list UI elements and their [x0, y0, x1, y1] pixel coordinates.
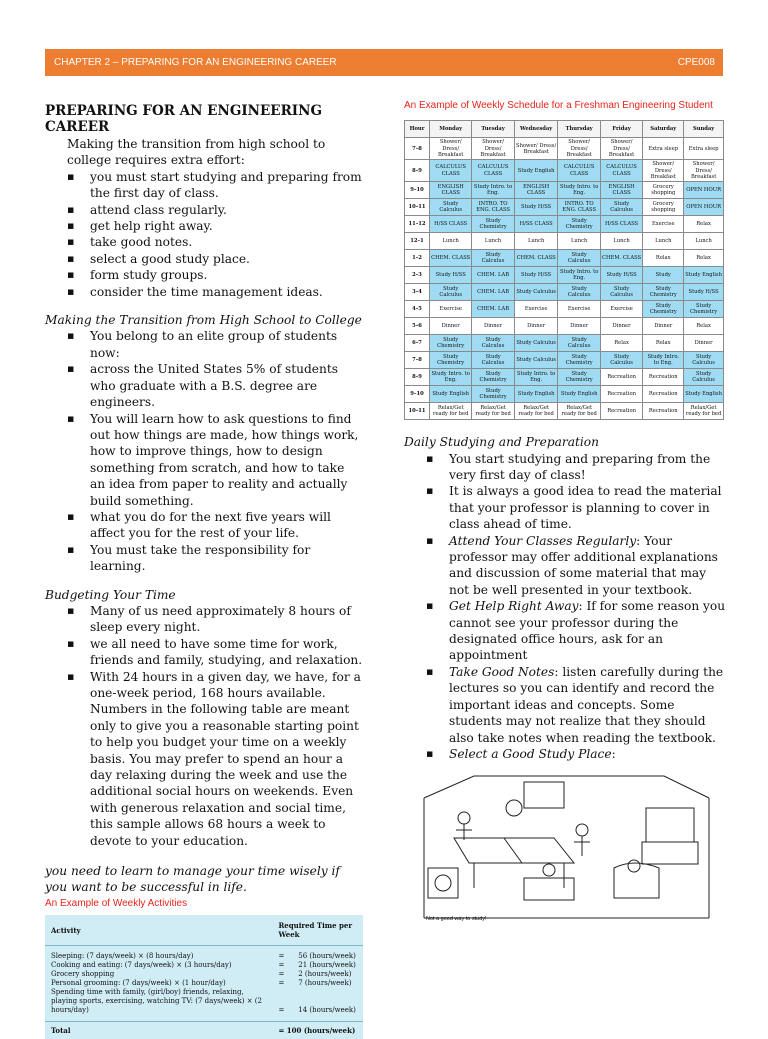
page-header [45, 49, 723, 76]
schedule-cell: Extra sleep [684, 138, 724, 160]
schedule-cell: Study English [514, 160, 558, 182]
table-cell: 56 (hours/week) [298, 952, 356, 961]
schedule-column-header: Sunday [684, 121, 724, 138]
schedule-cell: Dinner [558, 318, 600, 335]
schedule-cell: Recreation [600, 386, 642, 403]
list-item: ▪ across the United States 5% of students who graduate with a B.S. degree are engineers. [90, 361, 363, 410]
schedule-row [405, 318, 724, 335]
table-cell: Spending time with family, (girl/boy) friends, relaxing, playing sports, exercising, watching TV: (7 days/week) × (2 hours/day) [51, 988, 262, 1015]
schedule-row [405, 160, 724, 182]
list-item [449, 746, 726, 762]
schedule-cell: Lunch [600, 233, 642, 250]
list-item: ▪ what you do for the next five years will affect you for the rest of your life. [90, 509, 363, 542]
activities-table [45, 915, 363, 1039]
schedule-column-header: Hour [405, 121, 430, 138]
subheading-transition: Making the Transition from High School to College [45, 313, 362, 328]
schedule-hour-cell: 9–10 [405, 386, 430, 403]
schedule-cell: Study H/SS [430, 267, 472, 284]
schedule-cell: Study Calculus [600, 352, 642, 369]
schedule-cell: OPEN HOUR [684, 182, 724, 199]
schedule-cell: Study Intro. to Eng. [472, 182, 514, 199]
schedule-cell: Study English [558, 386, 600, 403]
schedule-cell: Study Calculus [600, 199, 642, 216]
table-cell: Personal grooming: (7 days/week) × (1 hour/day) [51, 979, 226, 988]
schedule-row [405, 138, 724, 160]
list-item [449, 533, 726, 599]
schedule-column-header: Wednesday [514, 121, 558, 138]
list-item: ▪ With 24 hours in a given day, we have, for a one-week period, 168 hours available. Numbers in the following table are meant only to give you a reasonable starting point to help you budget your time on a weekly basis. You may prefer to spend an hour a day relaxing during the week and use the additional social hours on weekends. Even with generous relaxation and social time, this sample allows 68 hours a week to devote to your education. [90, 669, 363, 849]
transition-list [45, 328, 363, 574]
schedule-cell: Study Intro. to Eng. [514, 369, 558, 386]
table-cell: 21 (hours/week) [298, 961, 356, 970]
schedule-cell: Recreation [600, 403, 642, 420]
table-cell: 2 (hours/week) [298, 970, 352, 979]
schedule-cell: CALCULUS CLASS [472, 160, 514, 182]
schedule-hour-cell: 2–3 [405, 267, 430, 284]
schedule-cell: CHEM. LAB [472, 284, 514, 301]
schedule-row [405, 352, 724, 369]
schedule-hour-cell: 1–2 [405, 250, 430, 267]
course-code: CPE008 [677, 57, 715, 68]
schedule-hour-cell: 10–11 [405, 199, 430, 216]
list-item [449, 451, 726, 484]
chapter-title: CHAPTER 2 – PREPARING FOR AN ENGINEERING CAREER [54, 57, 337, 68]
table-row [45, 979, 363, 988]
schedule-column-header: Tuesday [472, 121, 514, 138]
schedule-row [405, 335, 724, 352]
list-item-lead: Take Good Notes [449, 664, 555, 679]
list-item-lead: Select a Good Study Place [449, 746, 612, 761]
schedule-cell: Shower/ Dress/ Breakfast [430, 138, 472, 160]
activities-caption: An Example of Weekly Activities [45, 897, 188, 909]
schedule-column-header: Monday [430, 121, 472, 138]
list-item: ▪ select a good study place. [90, 251, 363, 267]
schedule-cell: Study Calculus [558, 250, 600, 267]
schedule-cell: Relax [684, 216, 724, 233]
subheading-daily: Daily Studying and Preparation [404, 435, 599, 450]
list-item: ▪ You will learn how to ask questions to find out how things are made, how things work, how to improve things, how to design something from scratch, and how to take an idea from paper to reality and actually build something. [90, 411, 363, 509]
schedule-column-header: Saturday [643, 121, 684, 138]
schedule-cell: Relax/Get ready for bed [430, 403, 472, 420]
table-cell: Total [45, 1022, 272, 1039]
schedule-cell: Relax/Get ready for bed [472, 403, 514, 420]
schedule-cell: Study English [514, 386, 558, 403]
schedule-hour-cell: 4–5 [405, 301, 430, 318]
left-column [45, 103, 363, 1039]
schedule-column-header: Friday [600, 121, 642, 138]
table-cell: = [278, 961, 285, 970]
schedule-cell: Study H/SS [600, 267, 642, 284]
schedule-row [405, 369, 724, 386]
schedule-cell: Study Intro. to Eng. [558, 267, 600, 284]
schedule-row [405, 199, 724, 216]
list-item: ▪ attend class regularly. [90, 202, 363, 218]
schedule-cell: Study English [684, 386, 724, 403]
table-total-row [45, 1022, 363, 1039]
schedule-column-header: Thursday [558, 121, 600, 138]
list-item-text: : [611, 746, 616, 761]
schedule-cell: CALCULUS CLASS [558, 160, 600, 182]
list-item: ▪ we all need to have some time for work, friends and family, studying, and relaxation. [90, 636, 363, 669]
schedule-row [405, 301, 724, 318]
schedule-cell: CHEM. CLASS [430, 250, 472, 267]
schedule-caption: An Example of Weekly Schedule for a Freshman Engineering Student [404, 100, 713, 111]
list-item: ▪ take good notes. [90, 234, 363, 250]
list-item-text: : listen carefully during the lectures so you can identify and record the important ideas and concepts. Some students may not realize that they should also take notes when reading the textbook. [449, 664, 724, 745]
schedule-cell: Study Chemistry [430, 335, 472, 352]
schedule-hour-cell: 12–1 [405, 233, 430, 250]
schedule-cell: Shower/ Dress/ Breakfast [472, 138, 514, 160]
schedule-cell: Study H/SS [514, 267, 558, 284]
schedule-cell: Extra sleep [643, 138, 684, 160]
schedule-cell: Recreation [643, 386, 684, 403]
schedule-cell: Exercise [643, 216, 684, 233]
list-item-text: It is always a good idea to read the material that your professor is planning to cover in class ahead of time. [449, 484, 722, 532]
schedule-cell: Relax [600, 335, 642, 352]
schedule-cell: Study Calculus [684, 352, 724, 369]
schedule-cell: Shower/ Dress/ Breakfast [643, 160, 684, 182]
schedule-hour-cell: 7–8 [405, 138, 430, 160]
schedule-cell: CHEM. CLASS [600, 250, 642, 267]
schedule-cell: Study Chemistry [430, 352, 472, 369]
schedule-cell: OPEN HOUR [684, 199, 724, 216]
intro-text: Making the transition from high school to college requires extra effort: [67, 137, 326, 168]
schedule-cell: Recreation [643, 369, 684, 386]
schedule-cell: Dinner [600, 318, 642, 335]
schedule-cell: Study Calculus [558, 335, 600, 352]
schedule-cell: Study Calculus [472, 250, 514, 267]
schedule-row [405, 216, 724, 233]
list-item: ▪ You must take the responsibility for learning. [90, 542, 363, 575]
schedule-cell: Relax [684, 250, 724, 267]
study-place-illustration [414, 768, 714, 928]
schedule-cell: Lunch [558, 233, 600, 250]
schedule-cell: Study Chemistry [558, 369, 600, 386]
schedule-cell: Study Chemistry [684, 301, 724, 318]
schedule-cell: Study Calculus [430, 199, 472, 216]
intro-list [45, 169, 363, 300]
schedule-row [405, 403, 724, 420]
schedule-cell: Relax/Get ready for bed [558, 403, 600, 420]
schedule-cell: CHEM. CLASS [514, 250, 558, 267]
table-row [45, 988, 363, 1022]
schedule-cell: Study Intro. to Eng. [430, 369, 472, 386]
schedule-cell: Recreation [600, 369, 642, 386]
schedule-cell: Study Calculus [600, 284, 642, 301]
schedule-row [405, 250, 724, 267]
schedule-cell: Shower/ Dress/ Breakfast [558, 138, 600, 160]
schedule-cell: Relax [684, 318, 724, 335]
list-item [449, 598, 726, 664]
list-item-text: You start studying and preparing from the very first day of class! [449, 451, 711, 482]
schedule-body [405, 138, 724, 420]
schedule-cell: Grocery shopping [643, 199, 684, 216]
schedule-cell: Shower/ Dress/ Breakfast [514, 138, 558, 160]
schedule-hour-cell: 9–10 [405, 182, 430, 199]
schedule-hour-cell: 6–7 [405, 335, 430, 352]
table-cell: 7 (hours/week) [298, 979, 352, 988]
schedule-cell: CALCULUS CLASS [600, 160, 642, 182]
table-cell: Cooking and eating: (7 days/week) × (3 hours/day) [51, 961, 232, 970]
schedule-hour-cell: 8–9 [405, 160, 430, 182]
schedule-cell: Study H/SS [684, 284, 724, 301]
schedule-cell: Dinner [643, 318, 684, 335]
table-cell: = [278, 979, 285, 988]
schedule-hour-cell: 3–4 [405, 284, 430, 301]
schedule-cell: Relax [643, 250, 684, 267]
schedule-cell: Lunch [472, 233, 514, 250]
schedule-cell: Study Calculus [558, 284, 600, 301]
list-item: ▪ form study groups. [90, 267, 363, 283]
schedule-row [405, 284, 724, 301]
list-item-lead: Get Help Right Away [449, 599, 579, 614]
schedule-cell: Study Chemistry [558, 216, 600, 233]
column-header: Activity [45, 915, 272, 946]
schedule-cell: H/SS CLASS [600, 216, 642, 233]
schedule-cell: Lunch [430, 233, 472, 250]
schedule-cell: Study Intro. to Eng. [558, 182, 600, 199]
schedule-cell: H/SS CLASS [430, 216, 472, 233]
table-row [45, 946, 363, 962]
schedule-row [405, 386, 724, 403]
schedule-hour-cell: 10–11 [405, 403, 430, 420]
table-cell: Grocery shopping [51, 970, 115, 979]
schedule-cell: ENGLISH CLASS [514, 182, 558, 199]
schedule-cell: Study Chemistry [643, 301, 684, 318]
table-cell: = 100 (hours/week) [272, 1022, 363, 1039]
schedule-cell: Study [643, 267, 684, 284]
list-item: ▪ get help right away. [90, 218, 363, 234]
schedule-cell: Dinner [472, 318, 514, 335]
schedule-cell: Lunch [684, 233, 724, 250]
section-title: PREPARING FOR AN ENGINEERING CAREER [45, 103, 322, 135]
schedule-cell: Dinner [514, 318, 558, 335]
schedule-cell: Relax/Get ready for bed [514, 403, 558, 420]
right-column [404, 98, 726, 928]
schedule-cell: H/SS CLASS [514, 216, 558, 233]
schedule-row [405, 182, 724, 199]
schedule-cell: Recreation [643, 403, 684, 420]
schedule-cell: Study Calculus [514, 352, 558, 369]
list-item [449, 483, 726, 532]
schedule-cell: INTRO. TO ENG. CLASS [472, 199, 514, 216]
schedule-hour-cell: 11–12 [405, 216, 430, 233]
list-item: ▪ you must start studying and preparing from the first day of class. [90, 169, 363, 202]
schedule-row [405, 267, 724, 284]
schedule-cell: Study English [684, 267, 724, 284]
subheading-budget: Budgeting Your Time [45, 587, 176, 602]
schedule-cell: INTRO. TO ENG. CLASS [558, 199, 600, 216]
cartoon-room-image [414, 768, 714, 928]
schedule-cell: CALCULUS CLASS [430, 160, 472, 182]
schedule-cell: Study English [430, 386, 472, 403]
schedule-cell: Study Calculus [514, 284, 558, 301]
list-item-text: : Your professor may offer additional explanations and discussion of some material that may not be well presented in your textbook. [449, 533, 718, 597]
schedule-cell: Lunch [514, 233, 558, 250]
budget-list [45, 603, 363, 849]
list-item-lead: Attend Your Classes Regularly [449, 533, 637, 548]
table-cell: = [278, 970, 285, 979]
table-cell: = [278, 1006, 285, 1015]
schedule-cell: Relax [643, 335, 684, 352]
schedule-hour-cell: 5–6 [405, 318, 430, 335]
schedule-cell: Study H/SS [514, 199, 558, 216]
schedule-cell: CHEM. LAB [472, 301, 514, 318]
schedule-cell: Shower/ Dress/ Breakfast [684, 160, 724, 182]
schedule-cell: Study Chemistry [472, 216, 514, 233]
schedule-cell: Study Calculus [430, 284, 472, 301]
schedule-cell: Dinner [430, 318, 472, 335]
table-cell: 14 (hours/week) [298, 1006, 356, 1015]
schedule-cell: Relax/Get ready for bed [684, 403, 724, 420]
schedule-cell: Grocery shopping [643, 182, 684, 199]
schedule-hour-cell: 8–9 [405, 369, 430, 386]
schedule-cell: Study Intro. to Eng. [643, 352, 684, 369]
schedule-cell: Study Calculus [472, 352, 514, 369]
schedule-cell: Study Chemistry [472, 386, 514, 403]
figure-caption: Not a good way to study! [426, 916, 487, 923]
table-cell: Sleeping: (7 days/week) × (8 hours/day) [51, 952, 194, 961]
list-item: ▪ You belong to an elite group of students now: [90, 328, 363, 361]
table-cell: = [278, 952, 285, 961]
schedule-cell: ENGLISH CLASS [430, 182, 472, 199]
schedule-cell: Study Chemistry [472, 369, 514, 386]
daily-list [404, 451, 726, 763]
schedule-cell: ENGLISH CLASS [600, 182, 642, 199]
schedule-cell: Shower/ Dress/ Breakfast [600, 138, 642, 160]
schedule-cell: CHEM. LAB [472, 267, 514, 284]
schedule-cell: Study Chemistry [643, 284, 684, 301]
schedule-cell: Study Calculus [684, 369, 724, 386]
list-item [449, 664, 726, 746]
column-header: Required Time per Week [272, 915, 363, 946]
schedule-cell: Study Calculus [514, 335, 558, 352]
table-row [45, 961, 363, 970]
closing-note: you need to learn to manage your time wisely if you want to be successful in life. [45, 864, 340, 895]
list-item: ▪ consider the time management ideas. [90, 284, 363, 300]
list-item-text: : If for some reason you cannot see your professor during the designated office hours, ask for an appointment [449, 599, 726, 663]
table-row [45, 970, 363, 979]
schedule-cell: Exercise [514, 301, 558, 318]
schedule-header-row [405, 121, 724, 138]
schedule-table [404, 120, 724, 420]
schedule-row [405, 233, 724, 250]
schedule-cell: Dinner [684, 335, 724, 352]
schedule-hour-cell: 7–8 [405, 352, 430, 369]
schedule-cell: Lunch [643, 233, 684, 250]
schedule-cell: Exercise [558, 301, 600, 318]
schedule-cell: Study Chemistry [558, 352, 600, 369]
schedule-cell: Exercise [430, 301, 472, 318]
schedule-cell: Exercise [600, 301, 642, 318]
schedule-cell: Study Calculus [472, 335, 514, 352]
list-item: ▪ Many of us need approximately 8 hours of sleep every night. [90, 603, 363, 636]
